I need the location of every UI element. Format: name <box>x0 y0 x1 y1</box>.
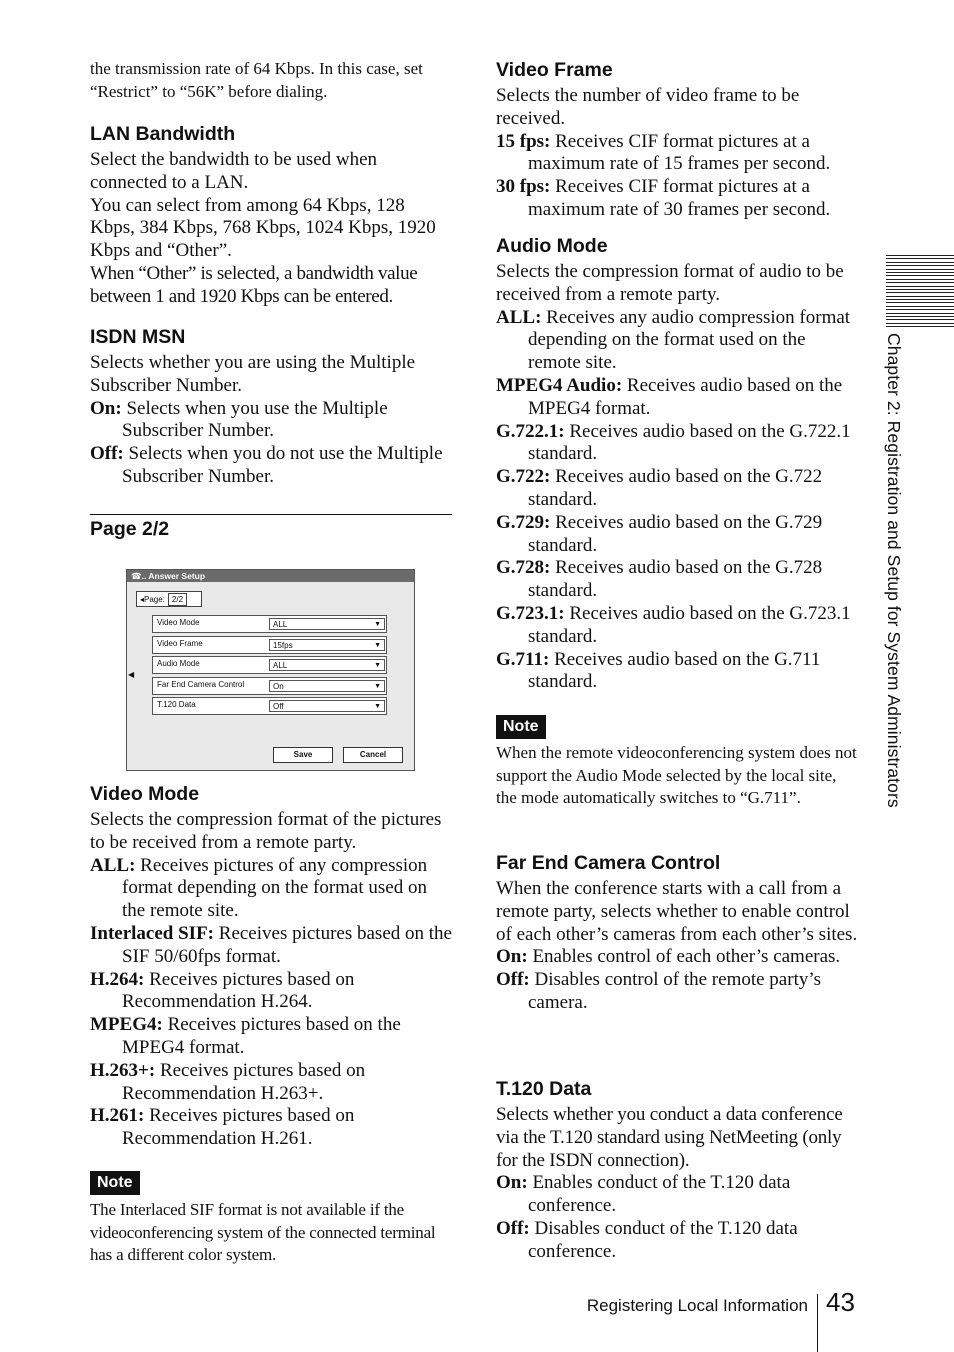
definition-item: 30 fps: Receives CIF format pictures at a maximum rate of 30 frames per second. <box>496 176 831 220</box>
audio-mode-body <box>496 261 858 694</box>
setting-row-far-end-camera-control: Far End Camera Control On ▼ <box>152 677 387 695</box>
isdn-msn-body <box>90 352 452 489</box>
dropdown-arrow-icon: ▼ <box>374 641 381 649</box>
intro-text: the transmission rate of 64 Kbps. In this case, set “Restrict” to “56K” before dialing. <box>90 59 423 101</box>
definition-item: G.722: Receives audio based on the G.722 standard. <box>496 466 823 510</box>
definition-item: Off: Selects when you do not use the Multiple Subscriber Number. <box>90 443 443 487</box>
video-mode-heading: Video Mode <box>90 783 200 805</box>
note-label: Note <box>90 1171 140 1195</box>
far-end-camera-control-body <box>496 878 858 1015</box>
setting-row-audio-mode: Audio Mode ALL ▼ <box>152 656 387 674</box>
lan-bandwidth-body <box>90 149 452 309</box>
t120-data-body <box>496 1104 858 1264</box>
definition-item: MPEG4: Receives pictures based on the MPEG4 format. <box>90 1014 401 1058</box>
definition-item: On: Enables conduct of the T.120 data conference. <box>496 1172 791 1217</box>
audio-mode-heading: Audio Mode <box>496 235 608 257</box>
setting-row-video-mode: Video Mode ALL ▼ <box>152 615 387 633</box>
note-text: The Interlaced SIF format is not available if the videoconferencing system of the connected terminal has a different color system. <box>90 1200 436 1264</box>
setting-row-video-frame: Video Frame 15fps ▼ <box>152 636 387 654</box>
definition-item: On: Selects when you use the Multiple Subscriber Number. <box>90 397 388 442</box>
audio-mode-text: Selects the compression format of audio to be received from a remote party. <box>496 261 844 305</box>
definition-item: H.261: Receives pictures based on Recommendation H.261. <box>90 1105 355 1150</box>
definition-item: G.728: Receives audio based on the G.728 standard. <box>496 557 823 602</box>
video-frame-text: Selects the number of video frame to be received. <box>496 85 800 129</box>
video-mode-select: ALL ▼ <box>269 618 385 630</box>
setting-row-t120-data: T.120 Data Off ▼ <box>152 697 387 715</box>
dropdown-arrow-icon: ▼ <box>374 703 381 710</box>
t120-data-text: Selects whether you conduct a data conference via the T.120 standard using NetMeeting (only for the ISDN connection). <box>496 1104 843 1171</box>
definition-item: G.729: Receives audio based on the G.729 standard. <box>496 511 823 556</box>
definition-item: On: Enables control of each other’s cameras. <box>496 946 841 968</box>
video-frame-select: 15fps ▼ <box>269 639 385 651</box>
far-end-camera-control-heading: Far End Camera Control <box>496 852 721 874</box>
left-triangle-icon: ◀ <box>128 670 135 679</box>
video-mode-text: Selects the compression format of the pictures to be received from a remote party. <box>90 809 442 853</box>
footer-divider <box>817 1294 818 1352</box>
settings-rows <box>152 615 387 718</box>
definition-item: G.722.1: Receives audio based on the G.722.1 standard. <box>496 420 851 465</box>
page-number: 43 <box>826 1287 855 1317</box>
far-end-camera-control-select: On ▼ <box>269 680 385 692</box>
chapter-tab-stripes <box>886 255 954 330</box>
definition-item: H.264: Receives pictures based on Recommendation H.264. <box>90 968 355 1013</box>
page-2-heading: Page 2/2 <box>90 518 170 540</box>
definition-item: Interlaced SIF: Receives pictures based on the SIF 50/60fps format. <box>90 922 452 967</box>
left-triangle-icon: ◂ <box>140 595 145 604</box>
video-frame-body <box>496 85 858 222</box>
page-indicator: ◂Page: 2/2 <box>136 591 202 607</box>
dropdown-arrow-icon: ▼ <box>374 621 381 628</box>
phone-icon: ☎ <box>131 571 142 581</box>
t120-data-select: Off ▼ <box>269 700 385 712</box>
chapter-side-tab <box>883 333 909 853</box>
far-end-camera-control-text: When the conference starts with a call from a remote party, selects whether to enable control of each other’s cameras from each other’s sites. <box>496 878 858 945</box>
video-mode-body <box>90 809 452 1151</box>
dropdown-arrow-icon: ▼ <box>374 662 381 669</box>
definition-item: G.711: Receives audio based on the G.711 standard. <box>496 648 821 693</box>
lan-bandwidth-heading: LAN Bandwidth <box>90 123 236 145</box>
t120-data-heading: T.120 Data <box>496 1078 592 1100</box>
lan-bandwidth-text-3: When “Other” is selected, a bandwidth value between 1 and 1920 Kbps can be entered. <box>90 262 418 307</box>
video-frame-heading: Video Frame <box>496 59 613 81</box>
audio-mode-select: ALL ▼ <box>269 659 385 671</box>
definition-item: H.263+: Receives pictures based on Recommendation H.263+. <box>90 1059 366 1104</box>
answer-setup-screenshot <box>126 569 415 771</box>
isdn-msn-heading: ISDN MSN <box>90 326 186 348</box>
definition-item: MPEG4 Audio: Receives audio based on the MPEG4 format. <box>496 374 843 419</box>
definition-item: ALL: Receives any audio compression format depending on the format used on the remote site. <box>496 306 851 374</box>
lan-bandwidth-text-2: You can select from among 64 Kbps, 128 Kbps, 384 Kbps, 768 Kbps, 1024 Kbps, 1920 Kbps and “Other”. <box>90 194 436 262</box>
save-button: Save <box>273 747 333 763</box>
dropdown-arrow-icon: ▼ <box>374 682 381 690</box>
definition-item: Off: Disables control of the remote party’s camera. <box>496 969 822 1013</box>
definition-item: G.723.1: Receives audio based on the G.723.1 standard. <box>496 602 851 647</box>
note-label: Note <box>496 715 546 739</box>
screenshot-title-bar: ☎.. Answer Setup <box>127 570 414 582</box>
definition-item: 15 fps: Receives CIF format pictures at a maximum rate of 15 frames per second. <box>496 130 831 175</box>
cancel-button: Cancel <box>343 747 403 763</box>
footer-section-title: Registering Local Information <box>586 1296 808 1315</box>
chapter-title: Chapter 2: Registration and Setup for System Administrators <box>884 333 904 808</box>
lan-bandwidth-text: Select the bandwidth to be used when connected to a LAN. <box>90 149 378 193</box>
isdn-msn-text: Selects whether you are using the Multiple Subscriber Number. <box>90 352 416 396</box>
section-divider <box>90 514 452 515</box>
note-text: When the remote videoconferencing system does not support the Audio Mode selected by the local site, the mode automatically switches to “G.711”. <box>496 743 857 807</box>
definition-item: Off: Disables conduct of the T.120 data conference. <box>496 1217 798 1262</box>
definition-item: ALL: Receives pictures of any compression format depending on the format used on the remote site. <box>90 854 428 922</box>
